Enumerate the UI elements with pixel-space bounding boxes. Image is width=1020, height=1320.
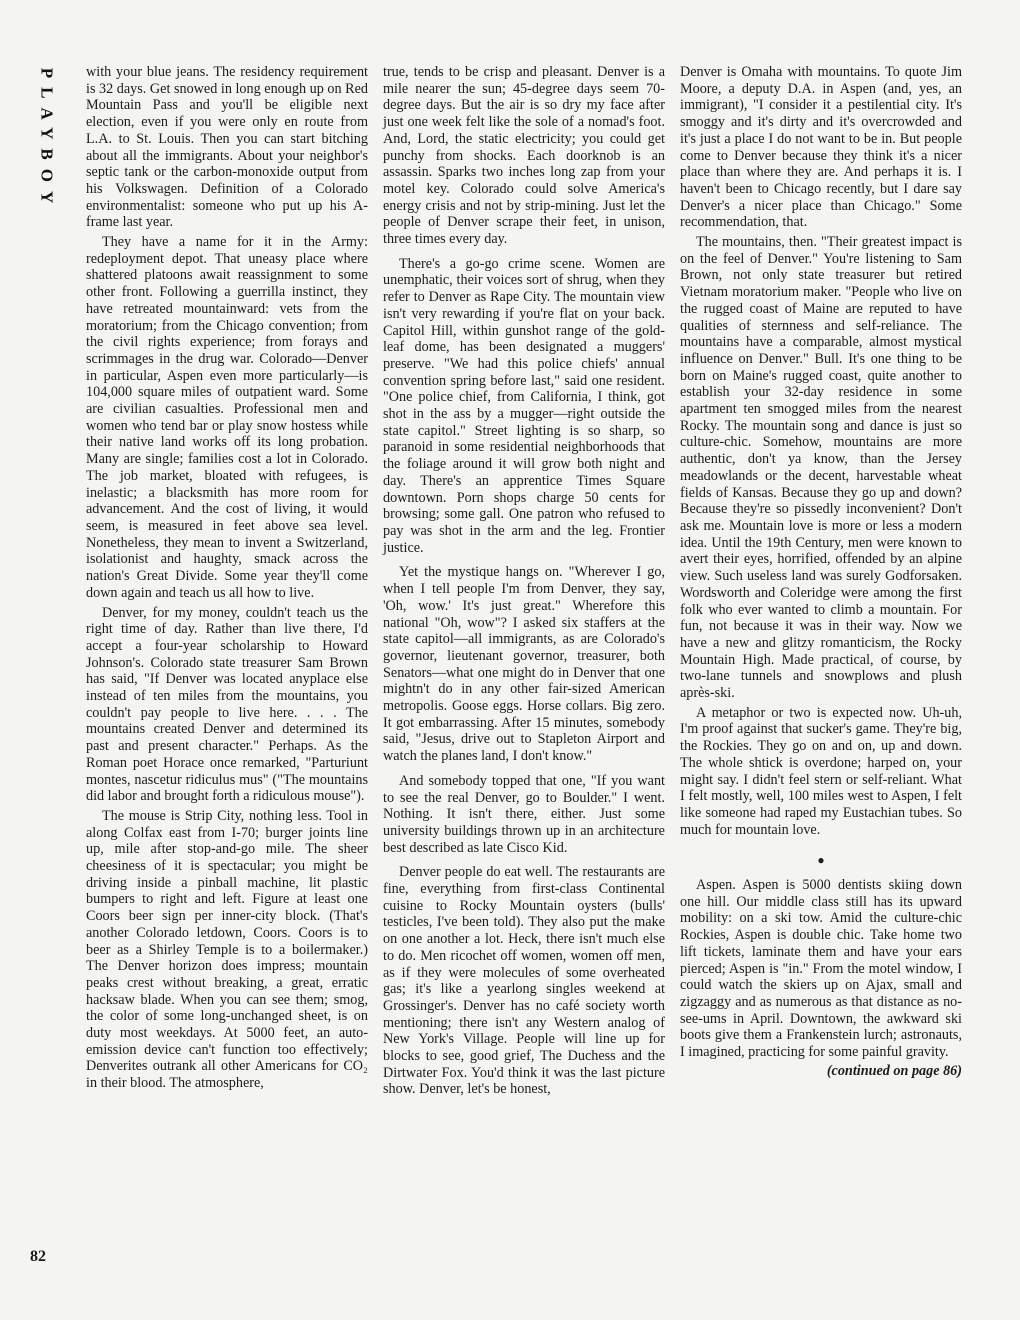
- paragraph: with your blue jeans. The residency requirement is 32 days. Get snowed in long enough up on Red Mountain Pass and you'll be eligible next election, even if you were only en route from L.A. to St. Louis. Then you can start bitching about all the immigrants. About your neighbor's septic tank or the carbon-monoxide output from his Volkswagen. Definition of a Colorado environmentalist: someone who put up his A-frame last year.: [86, 64, 368, 231]
- text-column-2: [383, 64, 665, 1098]
- magazine-name: PLAYBOY: [37, 67, 56, 213]
- paragraph: Aspen. Aspen is 5000 dentists skiing down one hill. Our middle class still has its upward mobility: on a ski tow. Amid the culture-chic Rockies, Aspen is double chic. Take home two lift tickets, laminate them and have your ears pierced; Aspen is "in." From the motel window, I could watch the skiers up on Ajax, small and zigzaggy and as numerous as that distance as no-see-ums in April. Downtown, the awkward ski boots give them a Frankenstein lurch; astronauts, I imagined, practicing for some painful gravity.: [680, 877, 962, 1061]
- section-break-bullet: ●: [817, 853, 825, 868]
- paragraph: Denver, for my money, couldn't teach us the right time of day. Rather than live there, I'd accept a four-year scholarship to Howard Johnson's. Colorado state treasurer Sam Brown has said, "If Denver was located anyplace else instead of ten miles from the mountains, you couldn't pay people to live here. . . . The mountains created Denver and determined its past and present character." Perhaps. As the Roman poet Horace once remarked, "Parturiunt montes, nascetur ridiculus mus" ("The mountains did labor and brought forth a ridiculous mouse").: [86, 604, 368, 805]
- magazine-name-vertical: [26, 60, 66, 220]
- paragraph: The mouse is Strip City, nothing less. Tool in along Colfax east from I-70; burger joints line up, mile after stop-and-go mile. The sheer cheesiness of it is spectacular; you might be driving inside a pinball machine, lit plastic bumpers to right and left. Figure at least one Coors beer sign per inner-city block. (That's another Colorado letdown, Coors. Coors is to beer as a Shirley Temple is to a boilermaker.) The Denver horizon does impress; mountain peaks crest without breaking, a great, erratic hacksaw blade. When you can see them; smog, the color of some long-unchanged sheet, is on duty most weekdays. At 5000 feet, an auto-emission device can't function too effectively; Denverites outrank all other Americans for CO₂ in their blood. The atmosphere,: [86, 807, 368, 1092]
- paragraph: Denver is Omaha with mountains. To quote Jim Moore, a deputy D.A. in Aspen (and, yes, an immigrant), "I consider it a pestilential city. It's smoggy and it's dirty and it's overcrowded and it's just a place I do not want to be in. But people come to Denver because they think it's a nicer place than where they are. And perhaps it is. I haven't been to Chicago recently, but I dare say Denver's a nicer place than Chicago." Some recommendation, that.: [680, 64, 962, 231]
- paragraph: They have a name for it in the Army: redeployment depot. That uneasy place where shattered platoons await reassignment to some other front. Following a guerrilla instinct, they have retreated mountainward: vets from the moratorium; from the Chicago convention; from the civil rights experience; from forays and scrimmages in the drug war. Colorado—Denver in particular, Aspen even more particularly—is 104,000 square miles of outpatient ward. Some are civilian casualties. Professional men and women who tend bar or play snow hostess while their native land works off its long probation. Many are single; families cost a lot in Colorado. The job market, bloated with refugees, is inelastic; a blacksmith has more room for advancement. And the cost of living, it would seem, is measured in feet above sea level. Nonetheless, they mean to invent a Switzerland, isolationist and haughty, smack across the nation's Great Divide. Some year they'll come down again and teach us all how to live.: [86, 234, 368, 601]
- paragraph: A metaphor or two is expected now. Uh-uh, I'm proof against that sucker's game. They're big, the Rockies. They go on and on, up and down. The whole shtick is overdone; harped on, your might say. I didn't feel stern or self-reliant. What I felt mostly, well, 100 miles west to Aspen, I felt like someone had raped my Eustachian tubes. So much for mountain love.: [680, 704, 962, 838]
- paragraph: There's a go-go crime scene. Women are unemphatic, their voices sort of shrug, when they refer to Denver as Rape City. The mountain view isn't very rewarding if you're flat on your back. Capitol Hill, within gunshot range of the gold-leaf dome, has been designated a muggers' preserve. "We had this police chiefs' annual convention spring before last," said one resident. "One police chief, from California, I think, got shot in the ass by a mugger—right outside the state capitol." Street lighting is so sharp, so paranoid in some residential neighborhoods that the foliage around it will grow both night and day. There's an apprentice Times Square downtown. Porn shops charge 50 cents for browsing; some gall. One patron who refused to pay was shot in the arm and the leg. Frontier justice.: [383, 255, 665, 556]
- continued-note: (continued on page 86): [826, 1062, 962, 1079]
- paragraph: true, tends to be crisp and pleasant. Denver is a mile nearer the sun; 45-degree days seem 70-degree days. But the air is so dry my face after just one week felt like the sole of a nomad's foot. And, Lord, the static electricity; you could get punchy from shocks. Each doorknob is an assassin. Sparks two inches long zap from your motel key. Colorado could solve America's energy crisis and not by strip-mining. Just let the people of Denver scrape their feet, in unison, three times every day.: [383, 64, 665, 248]
- text-column-1: [86, 64, 368, 1092]
- paragraph: Denver people do eat well. The restaurants are fine, everything from first-class Continental cuisine to Rocky Mountain oysters (bulls' testicles, I've been told). They also put the make on one another a lot. Heck, there isn't much else to do. Men ricochet off women, women off men, as if they were molecules of some overheated gas; it's like a yearlong singles weekend at Grossinger's. Denver has no café society worth mentioning; there isn't any Western analog of New York's Village. People will line up for blocks to see, good grief, The Duchess and the Dirtwater Fox. You'd think it was the last picture show. Denver, let's be honest,: [383, 864, 665, 1098]
- paragraph: The mountains, then. "Their greatest impact is on the feel of Denver." You're listening to Sam Brown, not only state treasurer but retired Vietnam moratorium maker. "People who live on the rugged coast of Maine are reputed to have qualities of sternness and self-reliance. The mountains have a comparable, almost mystical influence on Denver." Bull. It's one thing to be born on Maine's rugged coast, quite another to establish your 32-day residence in some apartment ten smogged miles from the nearest Rocky. The mountain song and dance is just so culture-chic. Somehow, mountains are more authentic, don't ya know, than the Jersey meadowlands or the decent, harvestable wheat fields of Kansas. Because they go up and down? Because they're so pissedly inconvenient? Don't ask me. Mountain love is more or less a modern idea. Until the 19th Century, men were known to avert their eyes, horrified, offended by an alpine view. Such useless land was surely Godforsaken. Wordsworth and Coleridge were among the first folk who ever wanted to climb a mountain. For fun, not because it was in their way. Now we have a new and glitzy romanticism, the Rocky Mountain High. Made practical, of course, by two-lane tunnels and snowplows and plush après-ski.: [680, 234, 962, 702]
- text-column-3: [680, 64, 962, 1079]
- paragraph: Yet the mystique hangs on. "Wherever I go, when I tell people I'm from Denver, they say, 'Oh, wow.' It's just great." Wherefore this national "Oh, wow"? I asked six staffers at the state capitol—all immigrants, as are Colorado's governor, lieutenant governor, treasurer, both Senators—what one might do in Denver that one mightn't do in any other fair-sized American metropolis. Goose eggs. Horse collars. Big zero. It got embarrassing. After 15 minutes, somebody said, "Jesus, drive out to Stapleton Airport and watch the planes land, I don't know.": [383, 564, 665, 765]
- page-number: 82: [30, 1248, 46, 1265]
- paragraph: And somebody topped that one, "If you want to see the real Denver, go to Boulder." I went. Nothing. It isn't there, either. Just some university buildings thrown up in an architecture best described as late Cisco Kid.: [383, 772, 665, 856]
